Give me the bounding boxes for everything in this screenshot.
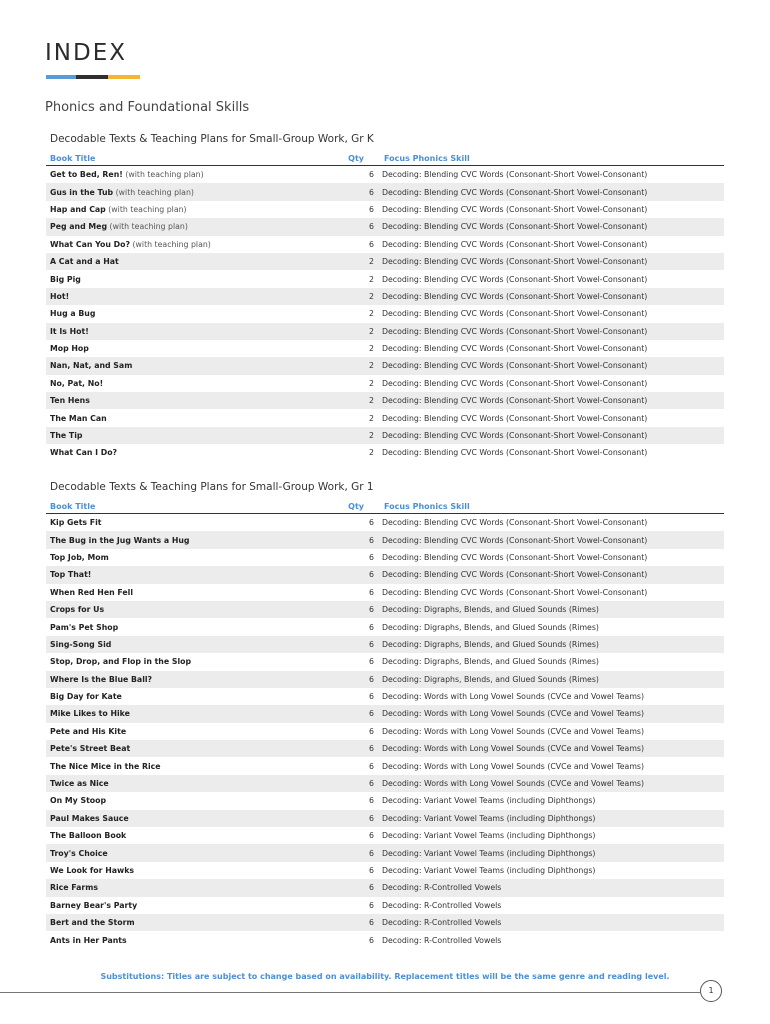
qty-cell: 2 <box>336 357 378 374</box>
table-row <box>46 236 724 253</box>
book-title-cell <box>46 236 336 253</box>
focus-skill-cell: Decoding: Blending CVC Words (Consonant-Short Vowel-Consonant) <box>378 531 724 548</box>
table-row <box>46 201 724 218</box>
focus-skill-cell: Decoding: Blending CVC Words (Consonant-Short Vowel-Consonant) <box>382 413 648 423</box>
focus-skill-cell: Decoding: Digraphs, Blends, and Glued Sounds (Rimes) <box>382 657 599 667</box>
qty-cell: 2 <box>369 274 374 284</box>
book-title: Mop Hop <box>50 344 89 354</box>
book-title-cell <box>46 653 336 670</box>
qty-cell: 6 <box>369 239 374 249</box>
qty-cell: 6 <box>336 914 378 931</box>
qty-cell: 6 <box>369 518 374 528</box>
focus-skill-cell: Decoding: Blending CVC Words (Consonant-Short Vowel-Consonant) <box>382 170 648 180</box>
table-row <box>46 827 724 844</box>
book-title: Pam's Pet Shop <box>50 622 119 632</box>
qty-cell: 6 <box>369 170 374 180</box>
book-title-cell <box>46 531 336 548</box>
focus-skill-cell: Decoding: Words with Long Vowel Sounds (CVCe and Vowel Teams) <box>378 740 724 757</box>
table-row <box>46 584 724 601</box>
book-title-cell <box>46 757 336 774</box>
book-title: The Tip <box>50 431 83 441</box>
book-title: Troy's Choice <box>50 848 108 858</box>
table-row <box>46 740 724 757</box>
table-row <box>46 810 724 827</box>
focus-skill-cell: Decoding: Variant Vowel Teams (including Diphthongs) <box>382 796 596 806</box>
book-title-cell <box>46 270 336 287</box>
book-title-cell <box>46 392 336 409</box>
book-title-cell <box>46 844 336 861</box>
book-table-gr-k <box>46 150 724 462</box>
table-row <box>46 844 724 861</box>
book-title-cell <box>46 671 336 688</box>
table-row <box>46 705 724 722</box>
focus-skill-cell: Decoding: Blending CVC Words (Consonant-Short Vowel-Consonant) <box>382 552 648 562</box>
book-title: Where Is the Blue Ball? <box>50 674 153 684</box>
book-title: Hap and Cap <box>50 204 106 214</box>
focus-skill-cell: Decoding: Blending CVC Words (Consonant-Short Vowel-Consonant) <box>382 518 648 528</box>
col-header-focus-skill: Focus Phonics Skill <box>378 498 724 514</box>
focus-skill-cell: Decoding: Blending CVC Words (Consonant-Short Vowel-Consonant) <box>378 392 724 409</box>
focus-skill-cell: Decoding: Blending CVC Words (Consonant-Short Vowel-Consonant) <box>378 288 724 305</box>
book-title-cell <box>46 636 336 653</box>
book-title: Kip Gets Fit <box>50 518 102 528</box>
book-title: What Can You Do? <box>50 239 131 249</box>
book-title: When Red Hen Fell <box>50 587 134 597</box>
book-title: Pete and His Kite <box>50 726 127 736</box>
substitutions-note: Substitutions: Titles are subject to change based on availability. Replacement titles will be the same genre and reading level. <box>100 972 670 981</box>
qty-cell: 2 <box>336 288 378 305</box>
book-title: Rice Farms <box>50 883 99 893</box>
focus-skill-cell: Decoding: Blending CVC Words (Consonant-Short Vowel-Consonant) <box>378 218 724 235</box>
book-title-cell <box>46 618 336 635</box>
qty-cell: 6 <box>336 183 378 200</box>
focus-skill-cell: Decoding: Variant Vowel Teams (including Diphthongs) <box>382 866 596 875</box>
table-row <box>46 897 724 914</box>
book-title-cell <box>46 201 336 218</box>
qty-cell: 6 <box>336 601 378 618</box>
qty-cell: 6 <box>369 866 374 875</box>
qty-cell: 6 <box>336 636 378 653</box>
book-title-cell <box>46 166 336 184</box>
book-title-cell <box>46 375 336 392</box>
book-title: Barney Bear's Party <box>50 900 138 910</box>
focus-skill-cell: Decoding: Variant Vowel Teams (including Diphthongs) <box>382 831 596 841</box>
qty-cell: 6 <box>369 657 374 667</box>
book-title: On My Stoop <box>50 796 107 806</box>
table-row <box>46 323 724 340</box>
focus-skill-cell: Decoding: Blending CVC Words (Consonant-Short Vowel-Consonant) <box>382 344 648 354</box>
book-title-cell <box>46 914 336 931</box>
table-row <box>46 775 724 792</box>
teaching-plan-note: (with teaching plan) <box>109 222 188 232</box>
book-title: What Can I Do? <box>50 448 118 458</box>
qty-cell: 6 <box>369 935 374 945</box>
qty-cell: 2 <box>336 392 378 409</box>
title-bar-yellow-segment <box>108 75 140 79</box>
col-header-focus-skill: Focus Phonics Skill <box>378 150 724 166</box>
book-title: Ten Hens <box>50 396 90 406</box>
book-title-cell <box>46 566 336 583</box>
teaching-plan-note: (with teaching plan) <box>125 170 204 180</box>
focus-skill-cell: Decoding: Blending CVC Words (Consonant-Short Vowel-Consonant) <box>382 239 648 249</box>
focus-skill-cell: Decoding: R-Controlled Vowels <box>382 900 502 910</box>
qty-cell: 6 <box>336 810 378 827</box>
book-title-cell <box>46 723 336 740</box>
book-title: Hug a Bug <box>50 309 96 319</box>
table-header-row <box>46 150 724 166</box>
teaching-plan-note: (with teaching plan) <box>115 187 194 197</box>
title-bar-blue-segment <box>46 75 76 79</box>
book-title: Mike Likes to Hike <box>50 709 130 719</box>
book-title-cell <box>46 427 336 444</box>
col-header-book-title: Book Title <box>46 150 336 166</box>
table-row <box>46 723 724 740</box>
focus-skill-cell: Decoding: Words with Long Vowel Sounds (CVCe and Vowel Teams) <box>382 726 645 736</box>
table-row <box>46 409 724 426</box>
focus-skill-cell: Decoding: Digraphs, Blends, and Glued Sounds (Rimes) <box>378 671 724 688</box>
qty-cell: 6 <box>369 796 374 806</box>
table-row <box>46 566 724 583</box>
book-title: Crops for Us <box>50 605 105 615</box>
table-row <box>46 618 724 635</box>
book-title: We Look for Hawks <box>50 866 135 875</box>
qty-cell: 2 <box>336 323 378 340</box>
focus-skill-cell: Decoding: Words with Long Vowel Sounds (CVCe and Vowel Teams) <box>378 705 724 722</box>
qty-cell: 2 <box>336 253 378 270</box>
book-title-cell <box>46 183 336 200</box>
table-row <box>46 653 724 670</box>
focus-skill-cell: Decoding: R-Controlled Vowels <box>382 935 502 945</box>
book-title: A Cat and a Hat <box>50 257 119 267</box>
book-title: The Balloon Book <box>50 831 127 841</box>
page-number-badge: 1 <box>700 980 722 1002</box>
focus-skill-cell: Decoding: Blending CVC Words (Consonant-Short Vowel-Consonant) <box>382 204 648 214</box>
book-title: Hot! <box>50 291 70 301</box>
focus-skill-cell: Decoding: Variant Vowel Teams (including Diphthongs) <box>378 844 724 861</box>
book-title-cell <box>46 340 336 357</box>
table-row <box>46 270 724 287</box>
table-row <box>46 792 724 809</box>
table-row <box>46 288 724 305</box>
book-title-cell <box>46 879 336 896</box>
book-title-cell <box>46 601 336 618</box>
book-title-cell <box>46 305 336 322</box>
book-title-cell <box>46 810 336 827</box>
table-row <box>46 427 724 444</box>
teaching-plan-note: (with teaching plan) <box>132 239 211 249</box>
book-title-cell <box>46 288 336 305</box>
focus-skill-cell: Decoding: Blending CVC Words (Consonant-Short Vowel-Consonant) <box>378 253 724 270</box>
page-title: INDEX <box>45 40 127 66</box>
focus-skill-cell: Decoding: R-Controlled Vowels <box>378 914 724 931</box>
focus-skill-cell: Decoding: Blending CVC Words (Consonant-Short Vowel-Consonant) <box>382 378 648 388</box>
book-title-cell <box>46 705 336 722</box>
qty-cell: 6 <box>336 740 378 757</box>
book-title: It Is Hot! <box>50 326 89 336</box>
qty-cell: 6 <box>369 204 374 214</box>
table-gr1-subtitle: Decodable Texts & Teaching Plans for Small-Group Work, Gr 1 <box>50 481 374 493</box>
focus-skill-cell: Decoding: Blending CVC Words (Consonant-Short Vowel-Consonant) <box>382 309 648 319</box>
book-title-cell <box>46 740 336 757</box>
focus-skill-cell: Decoding: Blending CVC Words (Consonant-Short Vowel-Consonant) <box>378 357 724 374</box>
book-title: Pete's Street Beat <box>50 744 131 754</box>
table-row <box>46 879 724 896</box>
qty-cell: 6 <box>369 587 374 597</box>
focus-skill-cell: Decoding: Digraphs, Blends, and Glued Sounds (Rimes) <box>382 622 599 632</box>
table-k-subtitle: Decodable Texts & Teaching Plans for Small-Group Work, Gr K <box>50 133 374 145</box>
qty-cell: 2 <box>369 448 374 458</box>
book-title: Top That! <box>50 570 92 580</box>
table-row <box>46 601 724 618</box>
focus-skill-cell: Decoding: Blending CVC Words (Consonant-Short Vowel-Consonant) <box>378 427 724 444</box>
qty-cell: 6 <box>336 879 378 896</box>
table-row <box>46 671 724 688</box>
focus-skill-cell: Decoding: Words with Long Vowel Sounds (CVCe and Vowel Teams) <box>382 692 645 702</box>
book-title: Gus in the Tub <box>50 187 114 197</box>
qty-cell: 2 <box>369 309 374 319</box>
book-title-cell <box>46 409 336 426</box>
book-title: No, Pat, No! <box>50 378 104 388</box>
book-title: Ants in Her Pants <box>50 935 127 945</box>
focus-skill-cell: Decoding: Blending CVC Words (Consonant-Short Vowel-Consonant) <box>378 566 724 583</box>
focus-skill-cell: Decoding: Blending CVC Words (Consonant-Short Vowel-Consonant) <box>378 183 724 200</box>
book-title-cell <box>46 584 336 601</box>
table-row <box>46 166 724 184</box>
qty-cell: 6 <box>336 705 378 722</box>
qty-cell: 2 <box>336 427 378 444</box>
qty-cell: 6 <box>336 844 378 861</box>
qty-cell: 6 <box>369 831 374 841</box>
table-row <box>46 531 724 548</box>
table-row <box>46 253 724 270</box>
table-row <box>46 305 724 322</box>
qty-cell: 6 <box>336 218 378 235</box>
qty-cell: 6 <box>369 761 374 771</box>
table-row <box>46 931 724 948</box>
title-bar-dark-segment <box>76 75 108 79</box>
table-row <box>46 549 724 566</box>
focus-skill-cell: Decoding: Variant Vowel Teams (including Diphthongs) <box>378 810 724 827</box>
col-header-qty: Qty <box>336 498 378 514</box>
qty-cell: 2 <box>369 344 374 354</box>
qty-cell: 6 <box>369 552 374 562</box>
focus-skill-cell: Decoding: Digraphs, Blends, and Glued Sounds (Rimes) <box>378 636 724 653</box>
book-title: The Bug in the Jug Wants a Hug <box>50 535 190 545</box>
book-title: Paul Makes Sauce <box>50 813 129 823</box>
section-title: Phonics and Foundational Skills <box>45 100 250 115</box>
book-title: The Nice Mice in the Rice <box>50 761 161 771</box>
qty-cell: 2 <box>369 413 374 423</box>
table-row <box>46 514 724 532</box>
focus-skill-cell: Decoding: Blending CVC Words (Consonant-Short Vowel-Consonant) <box>382 587 648 597</box>
col-header-qty: Qty <box>336 150 378 166</box>
book-title: Get to Bed, Ren! <box>50 170 123 180</box>
table-row <box>46 636 724 653</box>
book-title: Bert and the Storm <box>50 918 135 928</box>
focus-skill-cell: Decoding: Words with Long Vowel Sounds (CVCe and Vowel Teams) <box>378 775 724 792</box>
title-underline-bar <box>46 75 140 79</box>
focus-skill-cell: Decoding: Blending CVC Words (Consonant-Short Vowel-Consonant) <box>378 323 724 340</box>
book-title-cell <box>46 862 336 879</box>
book-title-cell <box>46 931 336 948</box>
qty-cell: 6 <box>336 566 378 583</box>
focus-skill-cell: Decoding: Words with Long Vowel Sounds (CVCe and Vowel Teams) <box>382 761 645 771</box>
focus-skill-cell: Decoding: Blending CVC Words (Consonant-Short Vowel-Consonant) <box>382 274 648 284</box>
book-title-cell <box>46 323 336 340</box>
book-title-cell <box>46 218 336 235</box>
footer-divider <box>0 992 700 993</box>
book-title-cell <box>46 253 336 270</box>
book-title-cell <box>46 897 336 914</box>
book-title: Big Day for Kate <box>50 692 122 702</box>
table-row <box>46 357 724 374</box>
qty-cell: 6 <box>369 900 374 910</box>
book-title: Big Pig <box>50 274 81 284</box>
qty-cell: 6 <box>369 726 374 736</box>
book-title-cell <box>46 827 336 844</box>
qty-cell: 6 <box>336 531 378 548</box>
col-header-book-title: Book Title <box>46 498 336 514</box>
table-row <box>46 757 724 774</box>
focus-skill-cell: Decoding: Digraphs, Blends, and Glued Sounds (Rimes) <box>378 601 724 618</box>
table-row <box>46 862 724 879</box>
book-title: Stop, Drop, and Flop in the Slop <box>50 657 192 667</box>
book-title: Nan, Nat, and Sam <box>50 361 133 371</box>
table-row <box>46 392 724 409</box>
book-title: Sing-Song Sid <box>50 639 112 649</box>
focus-skill-cell: Decoding: Blending CVC Words (Consonant-Short Vowel-Consonant) <box>382 448 648 458</box>
qty-cell: 6 <box>369 622 374 632</box>
table-row <box>46 914 724 931</box>
qty-cell: 6 <box>369 692 374 702</box>
teaching-plan-note: (with teaching plan) <box>108 204 187 214</box>
qty-cell: 6 <box>336 671 378 688</box>
book-title-cell <box>46 775 336 792</box>
table-row <box>46 688 724 705</box>
focus-skill-cell: Decoding: R-Controlled Vowels <box>378 879 724 896</box>
book-title: Top Job, Mom <box>50 552 109 562</box>
book-title: The Man Can <box>50 413 107 423</box>
table-row <box>46 375 724 392</box>
table-row <box>46 218 724 235</box>
book-title-cell <box>46 357 336 374</box>
table-header-row <box>46 498 724 514</box>
book-title: Peg and Meg <box>50 222 108 232</box>
book-title-cell <box>46 514 336 532</box>
book-title-cell <box>46 444 336 461</box>
qty-cell: 2 <box>369 378 374 388</box>
qty-cell: 6 <box>336 775 378 792</box>
table-row <box>46 183 724 200</box>
book-title-cell <box>46 792 336 809</box>
book-table-gr-1 <box>46 498 724 949</box>
book-title: Twice as Nice <box>50 779 109 789</box>
table-row <box>46 340 724 357</box>
table-row <box>46 444 724 461</box>
book-title-cell <box>46 549 336 566</box>
book-title-cell <box>46 688 336 705</box>
